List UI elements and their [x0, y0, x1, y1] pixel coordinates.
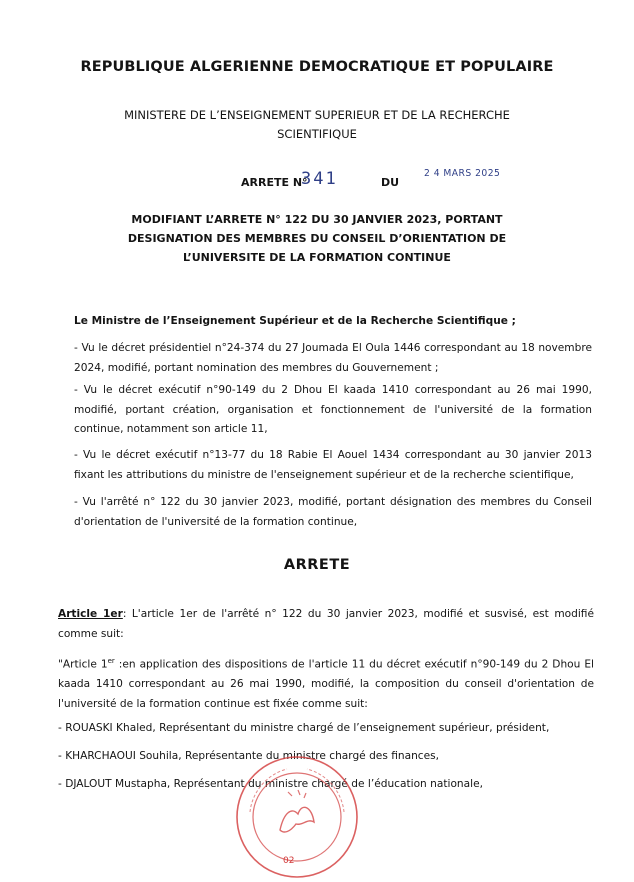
decree-subject: [0, 210, 634, 267]
decree-subject-line-1: MODIFIANT L’ARRETE N° 122 DU 30 JANVIER 2023, PORTANT: [131, 213, 503, 226]
decree-du-label: DU: [381, 176, 400, 189]
ministry-line-1: MINISTERE DE L’ENSEIGNEMENT SUPERIEUR ET DE LA RECHERCHE: [124, 108, 510, 122]
decree-subject-line-2: DESIGNATION DES MEMBRES DU CONSEIL D’ORIENTATION DE: [127, 232, 507, 245]
republic-title: REPUBLIQUE ALGERIENNE DEMOCRATIQUE ET POPULAIRE: [80, 59, 554, 75]
quote-text: :en application des dispositions de l'article 11 du décret exécutif n°90-149 du 2 Dhou El kaada 1410 correspondant au 26 mai 1990, modifié, la composition du conseil d'orientation de l'université de la formation continue est fixée comme suit:: [58, 658, 595, 710]
date-stamp: 2 4 MARS 2025: [424, 168, 501, 179]
decree-subject-line-3: L’UNIVERSITE DE LA FORMATION CONTINUE: [183, 251, 451, 264]
article-1-text: : L'article 1er de l'arrêté n° 122 du 30 janvier 2023, modifié et susvisé, est modifié comme suit:: [58, 608, 594, 640]
decree-label: ARRETE N°: [241, 176, 308, 189]
member-item: - ROUASKI Khaled, Représentant du ministre chargé de l’enseignement supérieur, président,: [58, 722, 550, 734]
stamp-number: 02: [283, 856, 295, 866]
article-1-quote: [58, 652, 594, 714]
ministry-line-2: SCIENTIFIQUE: [277, 127, 357, 141]
decree-number-line: [241, 168, 501, 189]
arrete-title: ARRETE: [283, 557, 351, 573]
quote-start: "Article 1: [58, 658, 108, 671]
visa-4: - Vu l'arrêté n° 122 du 30 janvier 2023, modifié, portant désignation des membres du Conseil d'orientation de l'université de la formation continue,: [74, 496, 592, 528]
ministry-title: [0, 106, 634, 144]
visa-3: - Vu le décret exécutif n°13-77 du 18 Rabie El Aouel 1434 correspondant au 30 janvier 2013 fixant les attributions du ministre de l'enseignement supérieur et de la recherche scientifique,: [74, 449, 592, 481]
visa-2: - Vu le décret exécutif n°90-149 du 2 Dhou El kaada 1410 correspondant au 26 mai 1990, modifié, portant création, organisation et fonctionnement de l'université de la formation continue, notamment son article 11,: [74, 384, 592, 435]
visa-1: - Vu le décret présidentiel n°24-374 du 27 Joumada El Oula 1446 correspondant au 18 novembre 2024, modifié, portant nomination des membres du Gouvernement ;: [74, 342, 592, 374]
article-1: [58, 605, 594, 644]
minister-heading: Le Ministre de l’Enseignement Supérieur et de la Recherche Scientifique ;: [74, 315, 516, 327]
official-seal-stamp: [232, 752, 362, 882]
article-1-label: Article 1er: [58, 608, 123, 620]
quote-superscript: er: [107, 657, 115, 665]
decree-number-handwritten: 341: [301, 169, 338, 189]
member-item: - DJALOUT Mustapha, Représentant du ministre chargé de l’éducation nationale,: [58, 778, 483, 790]
member-item: - KHARCHAOUI Souhila, Représentante du ministre chargé des finances,: [58, 750, 440, 762]
